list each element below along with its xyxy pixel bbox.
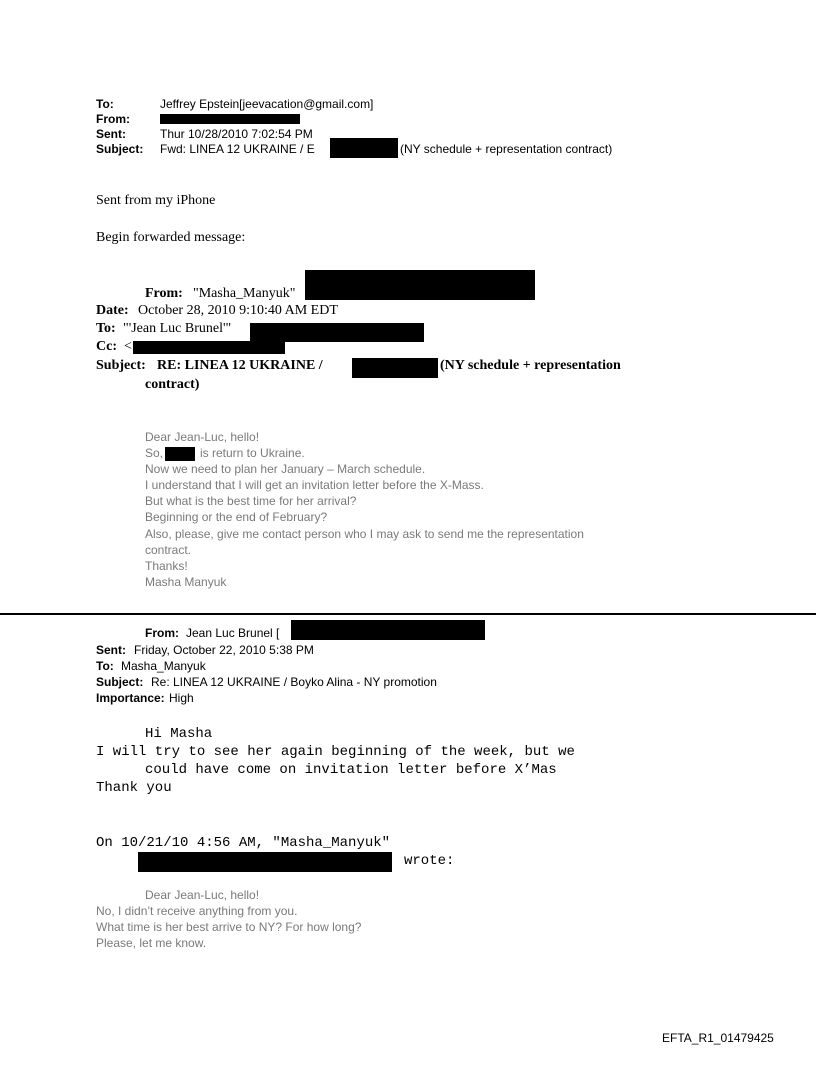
message-line: I will try to see her again beginning of the week, but we: [96, 744, 575, 760]
message-line: What time is her best arrive to NY? For how long?: [96, 920, 362, 934]
message-line: could have come on invitation letter before X’Mas: [145, 762, 557, 778]
message-line: Masha Manyuk: [145, 575, 227, 589]
fwd-date-label: Date:: [96, 303, 129, 318]
fwd-date-value: October 28, 2010 9:10:40 AM EDT: [138, 303, 338, 318]
from-label: From:: [96, 112, 130, 126]
redaction-bar: [305, 270, 535, 300]
sent-value: Thur 10/28/2010 7:02:54 PM: [160, 127, 313, 141]
fwd-subject-line2: contract): [145, 377, 200, 392]
subject-prefix: Fwd: LINEA 12 UKRAINE / E: [160, 142, 315, 156]
jl-from-label: From:: [145, 626, 179, 640]
message-line: Dear Jean-Luc, hello!: [145, 888, 260, 902]
jl-subject-value: Re: LINEA 12 UKRAINE / Boyko Alina - NY promotion: [151, 675, 437, 689]
fwd-to-label: To:: [96, 321, 116, 336]
message-line: Thank you: [96, 780, 172, 796]
jl-to-value: Masha_Manyuk: [121, 659, 206, 673]
redaction-bar: [165, 447, 195, 461]
redaction-bar: [133, 341, 285, 354]
message-line: Also, please, give me contact person who I may ask to send me the representation: [145, 527, 584, 541]
redaction-bar: [138, 852, 392, 872]
fwd-subject-suffix: (NY schedule + representation: [440, 358, 621, 373]
fwd-subject-prefix: RE: LINEA 12 UKRAINE /: [157, 358, 323, 373]
redaction-bar: [352, 358, 438, 378]
sent-label: Sent:: [96, 127, 126, 141]
jl-from-value: Jean Luc Brunel [: [186, 626, 280, 640]
jl-sent-value: Friday, October 22, 2010 5:38 PM: [134, 643, 314, 657]
message-line: No, I didn’t receive anything from you.: [96, 904, 298, 918]
divider: [0, 613, 816, 615]
fwd-subject-label: Subject:: [96, 358, 146, 373]
sent-from-line: Sent from my iPhone: [96, 193, 216, 208]
begin-forwarded-line: Begin forwarded message:: [96, 230, 246, 245]
message-line: Dear Jean-Luc, hello!: [145, 430, 260, 444]
message-line: But what is the best time for her arrival?: [145, 494, 357, 508]
redaction-bar: [160, 114, 300, 124]
jl-sent-label: Sent:: [96, 643, 126, 657]
redaction-bar: [330, 138, 398, 158]
jl-to-label: To:: [96, 659, 114, 673]
fwd-from-label: From:: [145, 286, 183, 301]
fwd-from-value: "Masha_Manyuk": [193, 286, 296, 301]
message-line: contract.: [145, 543, 192, 557]
jl-subject-label: Subject:: [96, 675, 144, 689]
message-line: Thanks!: [145, 559, 188, 573]
jl-importance-label: Importance:: [96, 691, 165, 705]
to-value: Jeffrey Epstein[jeevacation@gmail.com]: [160, 97, 374, 111]
redaction-bar: [250, 323, 424, 342]
jl-importance-value: High: [169, 691, 194, 705]
fwd-to-value: "'Jean Luc Brunel'": [123, 321, 232, 336]
quote-line: On 10/21/10 4:56 AM, "Masha_Manyuk": [96, 835, 391, 851]
message-line: I understand that I will get an invitation letter before the X-Mass.: [145, 478, 484, 492]
subject-label: Subject:: [96, 142, 144, 156]
message-line: Please, let me know.: [96, 936, 207, 950]
message-line: is return to Ukraine.: [200, 446, 305, 460]
message-line: Beginning or the end of February?: [145, 510, 328, 524]
message-line: Now we need to plan her January – March schedule.: [145, 462, 426, 476]
message-line: Hi Masha: [145, 726, 213, 742]
to-label: To:: [96, 97, 114, 111]
redaction-bar: [291, 620, 485, 640]
bates-number: EFTA_R1_01479425: [662, 1031, 774, 1045]
fwd-cc-value: <: [124, 339, 132, 354]
fwd-cc-label: Cc:: [96, 339, 117, 354]
message-line: So,: [145, 446, 164, 460]
subject-suffix: (NY schedule + representation contract): [400, 142, 613, 156]
quote-wrote: wrote:: [404, 853, 455, 869]
